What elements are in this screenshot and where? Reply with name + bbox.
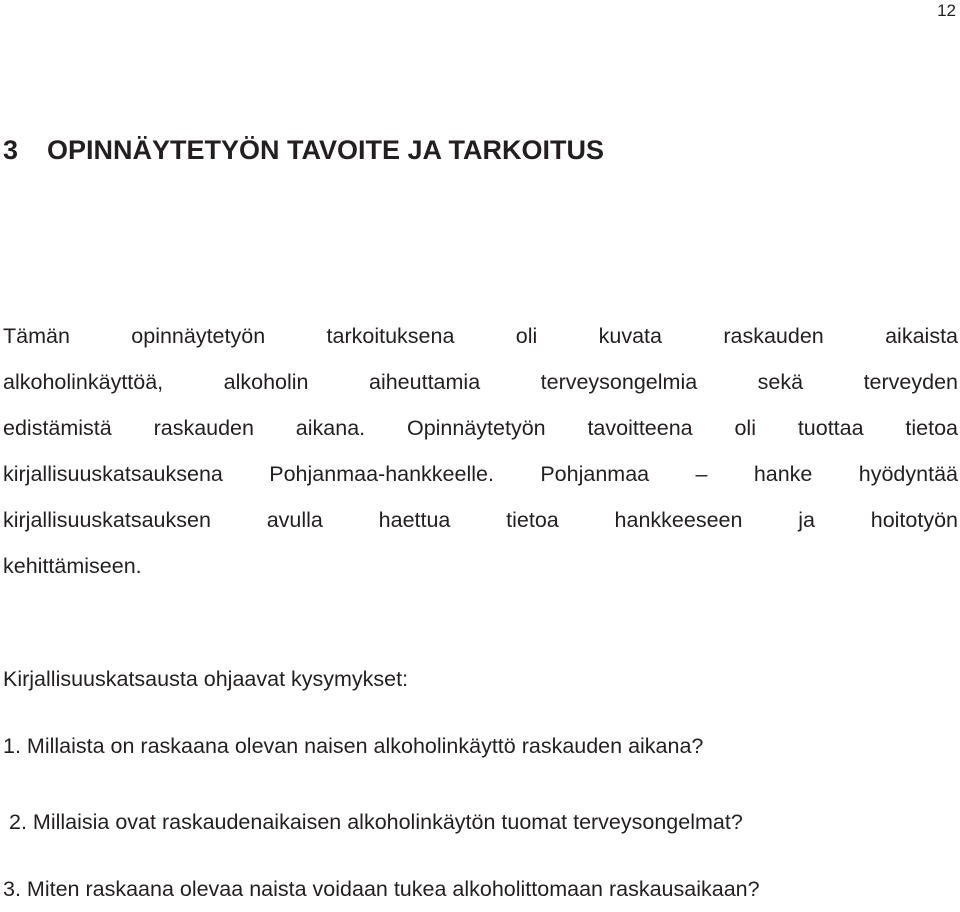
paragraph-line: kirjallisuuskatsauksen avulla haettua tietoa hankkeeseen ja hoitotyön [3,508,958,532]
question-item: 2. Millaisia ovat raskaudenaikaisen alkoholinkäytön tuomat terveysongelmat? [9,810,743,834]
paragraph-line: kehittämiseen. [3,554,142,578]
page-number: 12 [937,1,956,20]
question-item: 1. Millaista on raskaana olevan naisen alkoholinkäyttö raskauden aikana? [3,734,704,758]
paragraph-line: Tämän opinnäytetyön tarkoituksena oli kuvata raskauden aikaista [3,324,958,348]
paragraph-line: kirjallisuuskatsauksena Pohjanmaa-hankkeelle. Pohjanmaa – hanke hyödyntää [3,462,958,486]
paragraph-line: alkoholinkäyttöä, alkoholin aiheuttamia terveysongelmia sekä terveyden [3,370,958,394]
questions-lead: Kirjallisuuskatsausta ohjaavat kysymykset: [3,667,409,691]
question-item: 3. Miten raskaana olevaa naista voidaan tukea alkoholittomaan raskausaikaan? [3,877,760,901]
body-paragraph [3,313,958,589]
chapter-title: OPINNÄYTETYÖN TAVOITE JA TARKOITUS [47,135,605,165]
paragraph-line: edistämistä raskauden aikana. Opinnäytetyön tavoitteena oli tuottaa tietoa [3,416,958,440]
chapter-number: 3 [3,135,19,165]
chapter-heading [3,130,604,170]
